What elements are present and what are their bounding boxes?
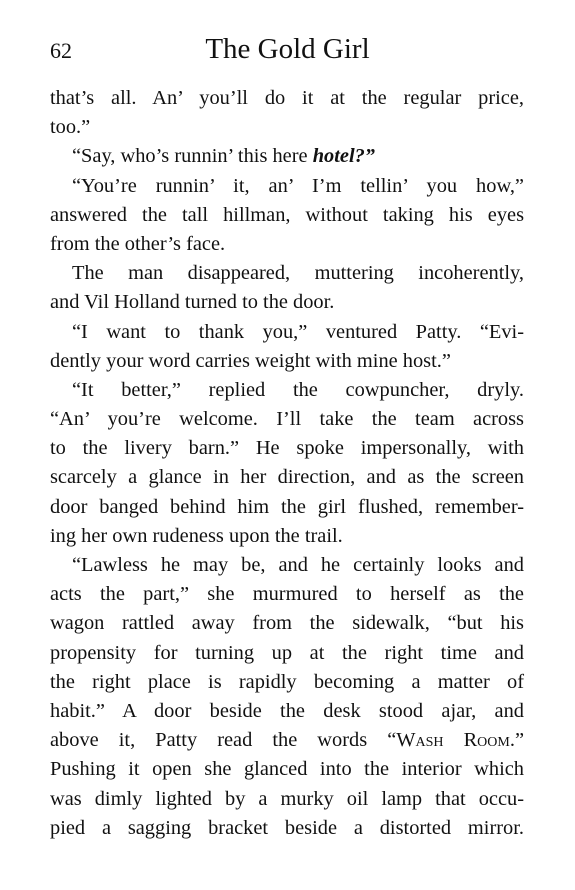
text-line xyxy=(50,463,524,492)
text-line-content: “Lawless he may be, and he certainly looks and xyxy=(72,554,524,576)
text-line xyxy=(50,814,524,843)
body-text xyxy=(50,84,524,843)
text-line xyxy=(50,376,524,405)
text-line xyxy=(50,347,524,376)
text-line xyxy=(50,668,524,697)
emphasized-word: hotel?” xyxy=(312,145,375,168)
text-line xyxy=(50,522,524,551)
text-line-content: “An’ you’re welcome. I’ll take the team across xyxy=(50,408,524,431)
text-line-content: to the livery barn.” He spoke impersonally, with xyxy=(50,437,524,460)
small-caps-words: Wash Room xyxy=(396,729,510,752)
text-line-content: was dimly lighted by a murky oil lamp that occu- xyxy=(50,787,524,810)
text-line xyxy=(50,201,524,230)
page-number: 62 xyxy=(50,38,72,63)
text-line-suffix: .” xyxy=(509,729,524,752)
text-line-content: The man disappeared, muttering incoherently, xyxy=(72,262,524,285)
text-line-content: answered the tall hillman, without taking his eyes xyxy=(50,203,524,226)
text-line-content: scarcely a glance in her direction, and as the screen xyxy=(50,466,524,489)
text-line-content: ing her own rudeness upon the trail. xyxy=(50,524,343,547)
text-line-content: dently your word carries weight with mine host.” xyxy=(50,349,451,372)
text-line-content: above it, Patty read the words “ xyxy=(50,729,397,752)
text-line xyxy=(50,318,524,347)
text-line xyxy=(50,785,524,814)
text-line-content: Pushing it open she glanced into the interior which xyxy=(50,758,524,781)
text-line-content: acts the part,” she murmured to herself as the xyxy=(50,583,524,606)
text-line-content: “You’re runnin’ it, an’ I’m tellin’ you how,” xyxy=(72,174,524,197)
text-line xyxy=(50,142,524,171)
text-line-content: too.” xyxy=(50,116,91,139)
text-line-content: habit.” A door beside the desk stood ajar, and xyxy=(50,699,524,722)
text-line xyxy=(50,288,524,317)
running-title: The Gold Girl xyxy=(205,33,370,65)
text-line-content: wagon rattled away from the sidewalk, “but his xyxy=(50,612,524,635)
text-line-content: pied a sagging bracket beside a distorted mirror. xyxy=(50,816,524,839)
text-line xyxy=(50,434,524,463)
text-line xyxy=(50,113,524,142)
text-line-content: that’s all. An’ you’ll do it at the regular price, xyxy=(50,87,524,109)
text-line xyxy=(50,172,524,201)
text-line-content: “Say, who’s runnin’ this here xyxy=(72,145,313,168)
text-line xyxy=(50,551,524,580)
text-line-content: from the other’s face. xyxy=(50,232,226,255)
text-line xyxy=(50,726,524,755)
text-line xyxy=(50,755,524,784)
text-line-content: and Vil Holland turned to the door. xyxy=(50,291,335,314)
text-line xyxy=(50,230,524,259)
text-line-content: “I want to thank you,” ventured Patty. “Evi- xyxy=(72,320,524,343)
text-line-content: door banged behind him the girl flushed, remember- xyxy=(50,495,524,518)
text-line-content: propensity for turning up at the right time and xyxy=(50,641,524,664)
text-line-content: the right place is rapidly becoming a matter of xyxy=(50,670,524,693)
text-line xyxy=(50,697,524,726)
text-line xyxy=(50,493,524,522)
text-line-content: “It better,” replied the cowpuncher, dryly. xyxy=(72,378,524,401)
text-line xyxy=(50,405,524,434)
text-line xyxy=(50,84,524,113)
text-line xyxy=(50,580,524,609)
text-line xyxy=(50,259,524,288)
text-line xyxy=(50,609,524,638)
text-line xyxy=(50,639,524,668)
